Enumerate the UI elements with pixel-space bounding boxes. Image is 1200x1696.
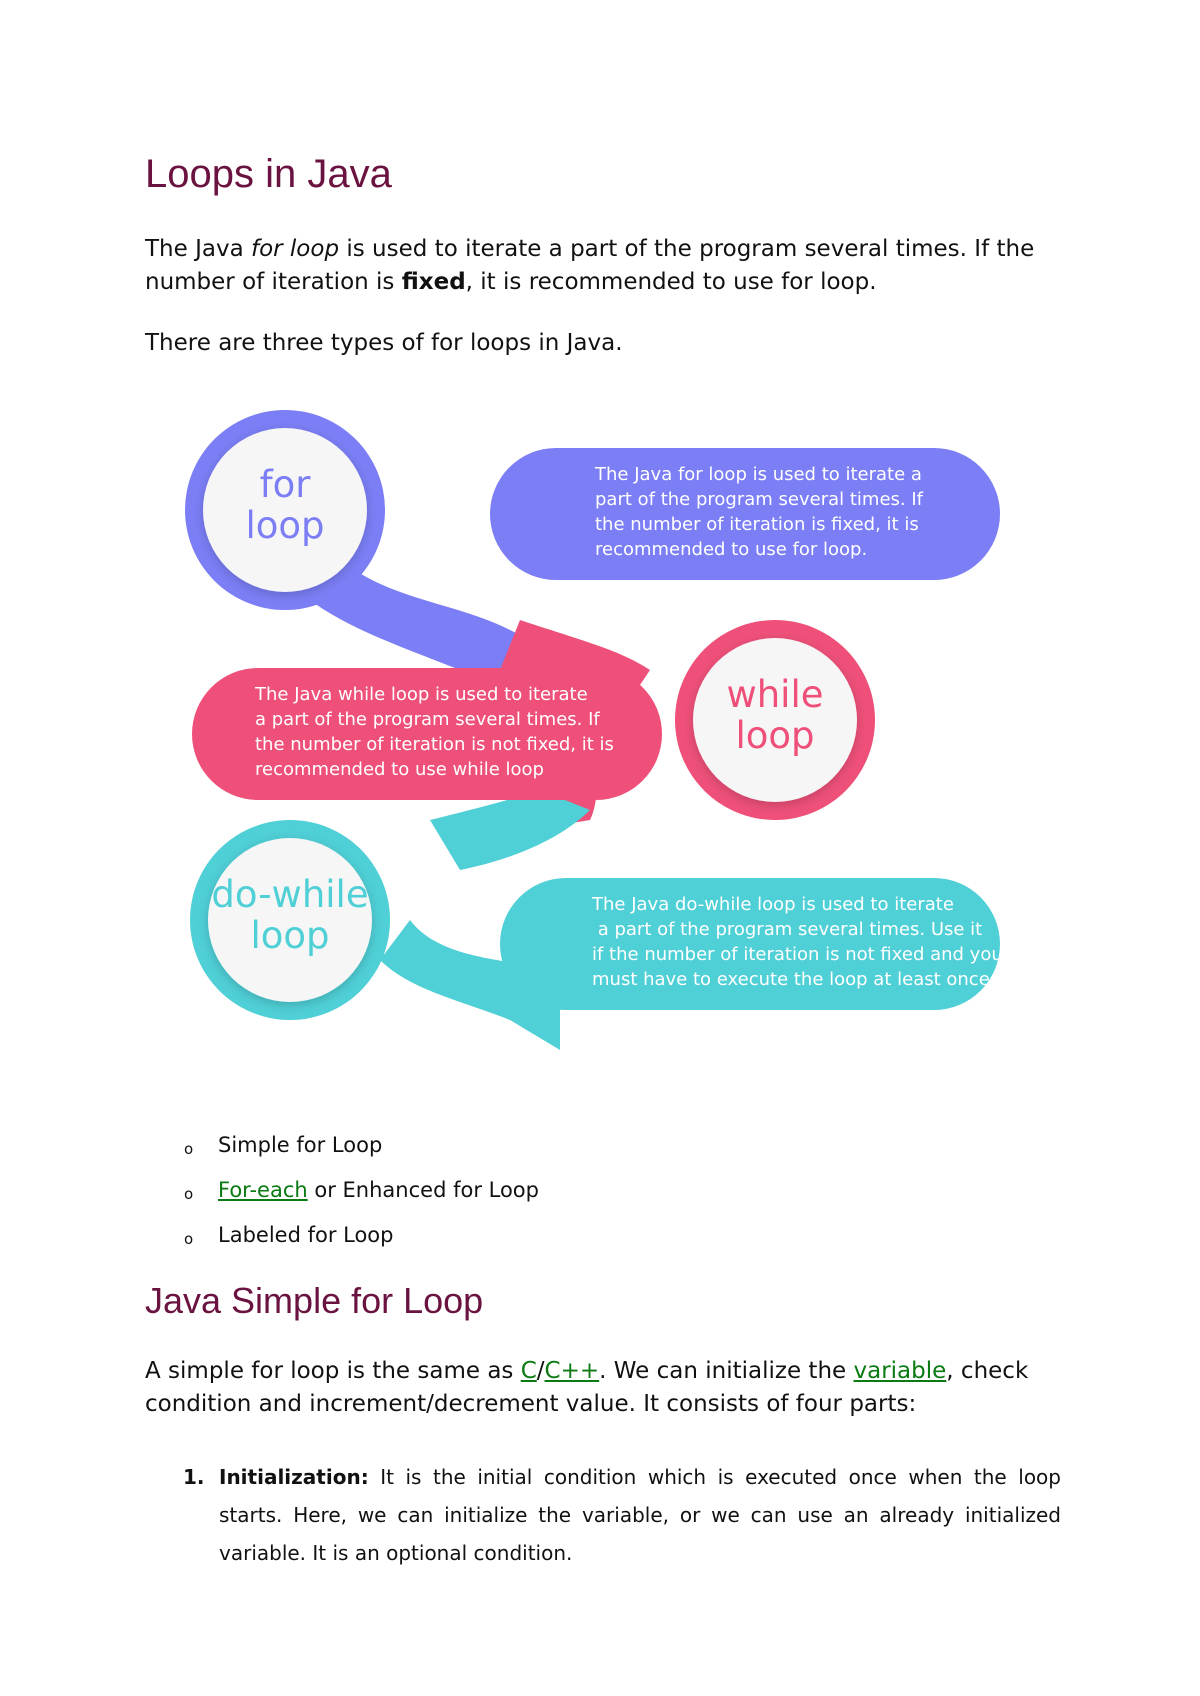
bullet-marker: o: [184, 1230, 194, 1248]
do-while-loop-description: The Java do-while loop is used to iterate a part of the program several times. Use it if the number of iteration is not fixed and you must have to execute the loop at least once.: [592, 894, 1003, 990]
while-dowhile-connector-teal: [430, 790, 590, 870]
bullet-marker: o: [184, 1140, 194, 1158]
item-number: 1.: [183, 1465, 205, 1489]
cpp-link[interactable]: C++: [544, 1358, 600, 1384]
fixed-bold: fixed: [401, 269, 466, 295]
numbered-item: [183, 1458, 1061, 1572]
section-heading: Java Simple for Loop: [145, 1280, 484, 1321]
for-loop-emphasis: for loop: [250, 236, 340, 262]
list-item: o Simple for Loop: [180, 1130, 539, 1175]
item-term: Initialization:: [219, 1465, 369, 1489]
bullet-marker: o: [184, 1185, 194, 1203]
page-title: Loops in Java: [145, 152, 392, 196]
for-loop-description: The Java for loop is used to iterate a part of the program several times. If the number of iteration is fixed, it is recommended to use for loop.: [595, 464, 923, 560]
for-loop-label: for loop: [245, 463, 325, 547]
while-loop-description: The Java while loop is used to iterate a part of the program several times. If the number of iteration is not fixed, it is recommended to use while loop: [255, 684, 614, 780]
item-body: Initialization: It is the initial condition which is executed once when the loop starts. Here, we can initialize the variable, or we can use an already initialized variable. It is an optional condition.: [219, 1465, 1061, 1565]
do-while-loop-label: do-while loop: [211, 873, 369, 957]
simple-for-loop-paragraph: A simple for loop is the same as C/C++. We can initialize the variable, check condition and increment/decrement value. It consists of four parts:: [145, 1358, 1029, 1417]
list-item: o Labeled for Loop: [180, 1220, 539, 1265]
c-link[interactable]: C: [520, 1358, 537, 1384]
while-loop-label: while loop: [726, 673, 824, 757]
loop-types-list: [180, 1130, 539, 1265]
loop-types-infographic: [180, 400, 1020, 1060]
variable-link[interactable]: variable: [853, 1358, 947, 1384]
list-item: o For-each or Enhanced for Loop: [180, 1175, 539, 1220]
for-each-link[interactable]: For-each: [218, 1178, 308, 1202]
intro-paragraph: The Java for loop is used to iterate a part of the program several times. If the number of iteration is fixed, it is recommended to use for loop.: [145, 236, 1035, 295]
types-paragraph: There are three types of for loops in Java.: [145, 330, 623, 356]
